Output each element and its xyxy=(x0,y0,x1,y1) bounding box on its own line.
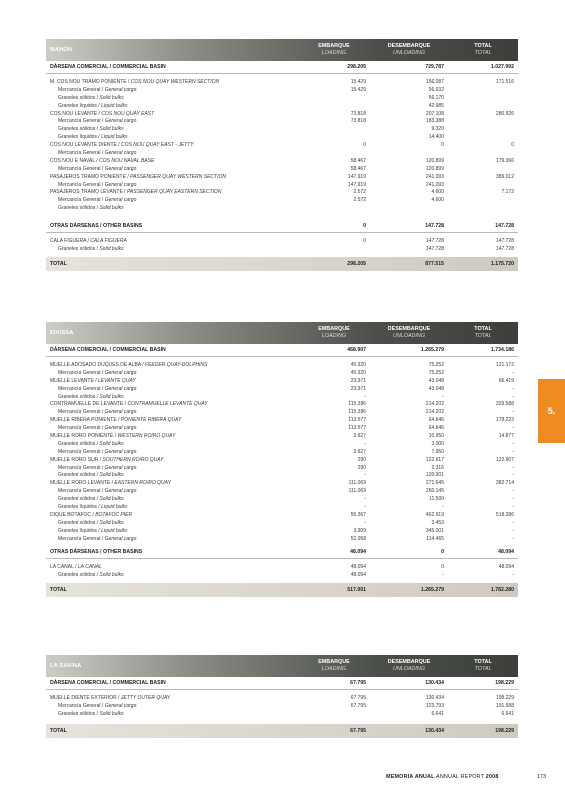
value-des: 75.252 xyxy=(428,369,444,376)
value-emb: 290 xyxy=(357,456,366,463)
value-des: 64.646 xyxy=(428,417,444,424)
value-emb: 3.309 xyxy=(353,527,366,534)
value-emb: 73.818 xyxy=(350,118,366,125)
row-label: Mercancía General / General cargo xyxy=(58,149,137,156)
value-des: 4.600 xyxy=(431,189,444,196)
quay-row xyxy=(46,416,518,424)
chapter-tab: 5. xyxy=(538,379,565,443)
row-label: Mercancía General / General cargo xyxy=(58,425,137,432)
row-label: DIQUE BOTAFOC / BOTAFOC PIER xyxy=(50,511,133,518)
row-label: Mercancía General / General cargo xyxy=(58,385,137,392)
value-des: 56.170 xyxy=(428,94,444,101)
value-des: 147.728 xyxy=(425,238,444,245)
value-tot: 191.588 xyxy=(495,702,514,709)
mahon-table xyxy=(46,39,518,271)
row-label: Mercancía General / General cargo xyxy=(58,409,137,416)
value-des: - xyxy=(442,393,444,400)
quay-rows xyxy=(46,361,518,542)
value-emb: 15.429 xyxy=(350,78,366,85)
other-rows xyxy=(46,563,518,579)
row-label: Graneles sólidos / Solid bulks xyxy=(58,393,124,400)
value-tot: - xyxy=(512,496,514,503)
value-emb: 58.467 xyxy=(350,157,366,164)
other-basins-row: OTRAS DÀRSENAS / OTHER BASINS 0 147.728 147.728 xyxy=(46,220,518,233)
row-label: Graneles sólidos / Solid bulks xyxy=(58,519,124,526)
row-label: MUELLE RORO SUR / SOUTHERN RO/RO QUAY xyxy=(50,456,164,463)
cargo-row xyxy=(46,181,518,189)
value-tot: - xyxy=(512,425,514,432)
cargo-row xyxy=(46,125,518,133)
value-emb: 67.795 xyxy=(350,702,366,709)
value-tot: 48.094 xyxy=(498,564,514,571)
value-tot: 121.172 xyxy=(495,361,514,368)
cargo-row xyxy=(46,487,518,495)
value-tot: - xyxy=(512,472,514,479)
value-emb: 55.367 xyxy=(350,511,366,518)
value-tot: - xyxy=(512,440,514,447)
value-des: 120.899 xyxy=(425,157,444,164)
row-label: Mercancía General / General cargo xyxy=(58,181,137,188)
cargo-row xyxy=(46,165,518,173)
total-row: TOTAL 298.205 877.515 1.175.720 xyxy=(46,257,518,271)
cargo-row xyxy=(46,495,518,503)
value-emb: 23.371 xyxy=(350,385,366,392)
row-label: MUELLE RIBERA PONIENTE / PONIENTE RIBERA QUAY xyxy=(50,417,182,424)
quay-row xyxy=(46,432,518,440)
page-number: 173 xyxy=(537,774,546,780)
value-emb: 115.386 xyxy=(348,409,366,416)
value-des: 214.202 xyxy=(425,409,444,416)
value-tot: - xyxy=(512,369,514,376)
row-label: Mercancía General / General cargo xyxy=(58,118,137,125)
col-desembarque: DESEMBARQUE UNLOADING xyxy=(387,43,431,56)
value-des: 0 xyxy=(441,564,444,571)
value-emb: - xyxy=(364,393,366,400)
value-des: 130.434 xyxy=(425,694,444,701)
cargo-row xyxy=(46,149,518,157)
value-des: 43.048 xyxy=(428,385,444,392)
value-des: 241.093 xyxy=(425,173,444,180)
quay-row xyxy=(46,377,518,385)
cargo-row xyxy=(46,710,518,718)
value-tot: 122.907 xyxy=(495,456,514,463)
value-emb: 113.577 xyxy=(348,417,366,424)
row-label: CÓS NOU LEVANTE DIENTE / CÓS NOU QUAY EAST - JETTY xyxy=(50,142,194,149)
cargo-row xyxy=(46,571,518,579)
cargo-row xyxy=(46,196,518,204)
quay-row xyxy=(46,110,518,118)
value-tot: - xyxy=(512,409,514,416)
value-tot: - xyxy=(512,535,514,542)
value-des: 11.500 xyxy=(429,496,444,503)
savina-table xyxy=(46,655,518,738)
value-tot: 518.286 xyxy=(495,511,514,518)
value-tot: - xyxy=(512,488,514,495)
other-basins-row: OTRAS DÀRSENAS / OTHER BASINS 48.094 0 48.094 xyxy=(46,546,518,559)
value-des: 4.600 xyxy=(431,197,444,204)
value-emb: - xyxy=(364,472,366,479)
row-label: Mercancía General / General cargo xyxy=(58,197,137,204)
quay-row xyxy=(46,237,518,245)
cargo-row xyxy=(46,94,518,102)
value-tot: - xyxy=(512,464,514,471)
cargo-row xyxy=(46,702,518,710)
value-emb: 58.467 xyxy=(350,165,366,172)
row-label: M. CÓS NOU TRAMO PONIENTE / CÓS NOU QUAY WESTERN SECTION xyxy=(50,78,220,85)
value-des: 260.145 xyxy=(425,488,444,495)
cargo-row xyxy=(46,464,518,472)
value-tot: 389.012 xyxy=(495,173,514,180)
value-des: 214.202 xyxy=(425,401,444,408)
footer-title: MEMORIA ANUAL ANNUAL REPORT 2008 xyxy=(386,774,499,780)
value-des: 123.793 xyxy=(425,702,444,709)
cargo-row xyxy=(46,471,518,479)
value-emb: - xyxy=(364,440,366,447)
quay-row xyxy=(46,188,518,196)
value-des: 271.645 xyxy=(425,480,444,487)
value-tot: - xyxy=(512,519,514,526)
quay-row xyxy=(46,400,518,408)
value-emb: 0 xyxy=(363,238,366,245)
cargo-row xyxy=(46,204,518,212)
value-emb: 73.818 xyxy=(350,110,366,117)
value-des: 120.899 xyxy=(425,165,444,172)
row-label: MUELLE ADOSADO DUQUES DE ALBA / FEEDER QUAY-DOLPHINS xyxy=(50,361,208,368)
value-des: 64.646 xyxy=(428,425,444,432)
cargo-row xyxy=(46,369,518,377)
row-label: Graneles sólidos / Solid bulks xyxy=(58,205,124,212)
commercial-basin-row: DÀRSENA COMERCIAL / COMMERCIAL BASIN 468.907 1.265.279 1.734.186 xyxy=(46,344,518,357)
quay-rows xyxy=(46,78,518,212)
value-emb: 111.069 xyxy=(348,488,366,495)
row-label: Mercancía General / General cargo xyxy=(58,369,137,376)
value-tot: 280.926 xyxy=(495,110,514,117)
col-total: TOTAL TOTAL xyxy=(474,43,492,56)
value-emb: 115.386 xyxy=(348,401,366,408)
value-tot: 14.877 xyxy=(498,432,514,439)
value-tot: 147.728 xyxy=(495,245,514,252)
value-tot: - xyxy=(512,572,514,579)
col-desembarque: DESEMBARQUE UNLOADING xyxy=(387,659,431,672)
port-title: LA SAVINA xyxy=(50,663,82,669)
cargo-row xyxy=(46,117,518,125)
value-des: 9.320 xyxy=(431,126,444,133)
row-label: Graneles líquidos / Liquid bulks xyxy=(58,134,128,141)
value-tot: 7.172 xyxy=(501,189,514,196)
row-label: Graneles sólidos / Solid bulks xyxy=(58,126,124,133)
row-label: Graneles sólidos / Solid bulks xyxy=(58,472,124,479)
value-des: 14.400 xyxy=(428,134,444,141)
cargo-row xyxy=(46,86,518,94)
value-tot: 147.728 xyxy=(495,238,514,245)
value-emb: 48.094 xyxy=(350,572,366,579)
other-rows xyxy=(46,237,518,253)
row-label: Mercancía General / General cargo xyxy=(58,86,137,93)
value-des: 183.388 xyxy=(425,118,444,125)
value-tot: 171.516 xyxy=(495,78,514,85)
value-tot: 179.366 xyxy=(495,157,514,164)
value-des: 156.087 xyxy=(425,78,444,85)
value-tot: 6.641 xyxy=(501,710,514,717)
cargo-row xyxy=(46,102,518,110)
quay-row xyxy=(46,141,518,149)
value-des: 207.108 xyxy=(425,110,444,117)
col-embarque: EMBARQUE LOADING xyxy=(318,43,350,56)
row-label: CALA FIGUERA / CALA FIGUERA xyxy=(50,238,127,245)
value-tot: - xyxy=(512,527,514,534)
value-emb: 3.927 xyxy=(353,448,366,455)
row-label: Mercancía General / General cargo xyxy=(58,488,137,495)
cargo-row xyxy=(46,133,518,141)
quay-row xyxy=(46,479,518,487)
value-tot: 329.588 xyxy=(495,401,514,408)
row-label: Graneles sólidos / Solid bulks xyxy=(58,710,124,717)
value-tot: 178.223 xyxy=(495,417,514,424)
port-title: EIVISSA xyxy=(50,330,74,336)
value-tot: 0 xyxy=(511,142,514,149)
quay-row xyxy=(46,456,518,464)
value-des: 7.950 xyxy=(431,448,444,455)
row-label: LA CANAL / LA CANAL xyxy=(50,564,102,571)
cargo-row xyxy=(46,408,518,416)
row-label: Mercancía General / General cargo xyxy=(58,448,137,455)
commercial-basin-row: DÀRSENA COMERCIAL / COMMERCIAL BASIN 67.795 130.434 198.229 xyxy=(46,677,518,690)
value-emb: 2.572 xyxy=(353,189,366,196)
table-header xyxy=(46,39,518,61)
row-label: Graneles sólidos / Solid bulks xyxy=(58,245,124,252)
value-tot: - xyxy=(512,393,514,400)
value-des: 0 xyxy=(441,142,444,149)
quay-row xyxy=(46,78,518,86)
cargo-row xyxy=(46,535,518,543)
row-label: CONTRAMUELLE DE LEVANTE / CONTRAMUELLE LEVANTE QUAY xyxy=(50,401,208,408)
value-emb: 2.572 xyxy=(353,197,366,204)
value-emb: 0 xyxy=(363,142,366,149)
eivissa-table xyxy=(46,322,518,597)
row-label: CÓS NOU LEVANTE / CÓS NOU QUAY EAST xyxy=(50,110,155,117)
cargo-row xyxy=(46,385,518,393)
row-label: MUELLE RORO LEVANTE / EASTERN RO/RO QUAY xyxy=(50,480,171,487)
quay-row xyxy=(46,361,518,369)
value-emb: 52.058 xyxy=(350,535,366,542)
col-desembarque: DESEMBARQUE UNLOADING xyxy=(387,326,431,339)
value-des: 114.465 xyxy=(426,535,444,542)
col-total: TOTAL TOTAL xyxy=(474,659,492,672)
value-des: 75.252 xyxy=(428,361,444,368)
row-label: Graneles sólidos / Solid bulks xyxy=(58,94,124,101)
value-emb: - xyxy=(364,519,366,526)
row-label: PASAJEROS TRAMO PONIENTE / PASSENGER QUAY WESTERN SECTION xyxy=(50,173,226,180)
quay-row xyxy=(46,563,518,571)
row-label: Mercancía General / General cargo xyxy=(58,165,137,172)
quay-row xyxy=(46,157,518,165)
row-label: PASAJEROS TRAMO LEVANTE / PASSENGER QUAY EASTERN SECTION xyxy=(50,189,222,196)
value-des: 56.932 xyxy=(428,86,444,93)
table-header xyxy=(46,655,518,677)
row-label: Graneles sólidos / Solid bulks xyxy=(58,572,124,579)
cargo-row xyxy=(46,503,518,511)
quay-row xyxy=(46,694,518,702)
row-label: Graneles líquidos / Liquid bulks xyxy=(58,102,128,109)
value-emb: - xyxy=(364,503,366,510)
value-des: 2.316 xyxy=(431,464,444,471)
value-emb: 45.920 xyxy=(350,361,366,368)
value-des: 241.093 xyxy=(425,181,444,188)
cargo-row xyxy=(46,245,518,253)
value-emb: 290 xyxy=(357,464,366,471)
value-tot: 198.229 xyxy=(495,694,514,701)
row-label: MUELLE RORO PONIENTE / WESTERN RO/RO QUAY xyxy=(50,432,176,439)
quay-row xyxy=(46,173,518,181)
row-label: Mercancía General / General cargo xyxy=(58,702,137,709)
value-des: 10.950 xyxy=(428,432,444,439)
value-emb: 23.371 xyxy=(350,377,366,384)
col-embarque: EMBARQUE LOADING xyxy=(318,659,350,672)
row-label: Graneles líquidos / Liquid bulks xyxy=(58,527,128,534)
row-label: Mercancía General / General cargo xyxy=(58,535,137,542)
row-label: Graneles sólidos / Solid bulks xyxy=(58,496,124,503)
value-des: 43.048 xyxy=(428,377,444,384)
value-emb: 45.920 xyxy=(350,369,366,376)
cargo-row xyxy=(46,448,518,456)
row-label: Graneles sólidos / Solid bulks xyxy=(58,440,124,447)
value-tot: - xyxy=(512,503,514,510)
value-des: - xyxy=(442,503,444,510)
value-emb: 113.577 xyxy=(348,425,366,432)
value-emb: 147.919 xyxy=(347,181,366,188)
value-emb: 15.429 xyxy=(350,86,366,93)
cargo-row xyxy=(46,527,518,535)
value-des: 3.453 xyxy=(431,519,444,526)
value-tot: 66.419 xyxy=(498,377,514,384)
value-emb: 3.927 xyxy=(353,432,366,439)
quay-rows xyxy=(46,694,518,718)
value-tot: - xyxy=(512,448,514,455)
col-embarque: EMBARQUE LOADING xyxy=(318,326,350,339)
value-des: 120.301 xyxy=(425,472,444,479)
cargo-row xyxy=(46,440,518,448)
commercial-basin-row: DÀRSENA COMERCIAL / COMMERCIAL BASIN 298.205 729.787 1.027.992 xyxy=(46,61,518,74)
total-row: TOTAL 67.795 130.434 198.229 xyxy=(46,724,518,738)
value-tot: - xyxy=(512,385,514,392)
value-emb: 67.795 xyxy=(350,694,366,701)
value-des: 345.001 xyxy=(425,527,444,534)
value-des: 147.728 xyxy=(425,245,444,252)
table-header xyxy=(46,322,518,344)
quay-row xyxy=(46,511,518,519)
row-label: Mercancía General / General cargo xyxy=(58,464,137,471)
col-total: TOTAL TOTAL xyxy=(474,326,492,339)
row-label: MUELLE LEVANTE / LEVANTE QUAY xyxy=(50,377,136,384)
value-des: 6.641 xyxy=(431,710,444,717)
value-emb: 111.069 xyxy=(348,480,366,487)
row-label: CÓS NOU E NAVAL / CÓS NOU NAVAL BASE xyxy=(50,157,155,164)
value-des: 122.617 xyxy=(425,456,444,463)
value-des: 462.919 xyxy=(425,511,444,518)
value-emb: 48.094 xyxy=(350,564,366,571)
total-row: TOTAL 517.001 1.265.279 1.782.280 xyxy=(46,583,518,597)
value-emb: 147.919 xyxy=(347,173,366,180)
cargo-row xyxy=(46,519,518,527)
cargo-row xyxy=(46,393,518,401)
port-title: MAHÓN xyxy=(50,47,73,53)
value-tot: 382.714 xyxy=(495,480,514,487)
value-des: - xyxy=(442,572,444,579)
value-emb: - xyxy=(364,496,366,503)
value-des: 42.985 xyxy=(428,102,444,109)
cargo-row xyxy=(46,424,518,432)
row-label: MUELLE DIENTE EXTERIOR / JETTY OUTER QUAY xyxy=(50,694,171,701)
value-des: 3.000 xyxy=(431,440,444,447)
row-label: Graneles líquidos / Liquid bulks xyxy=(58,503,128,510)
